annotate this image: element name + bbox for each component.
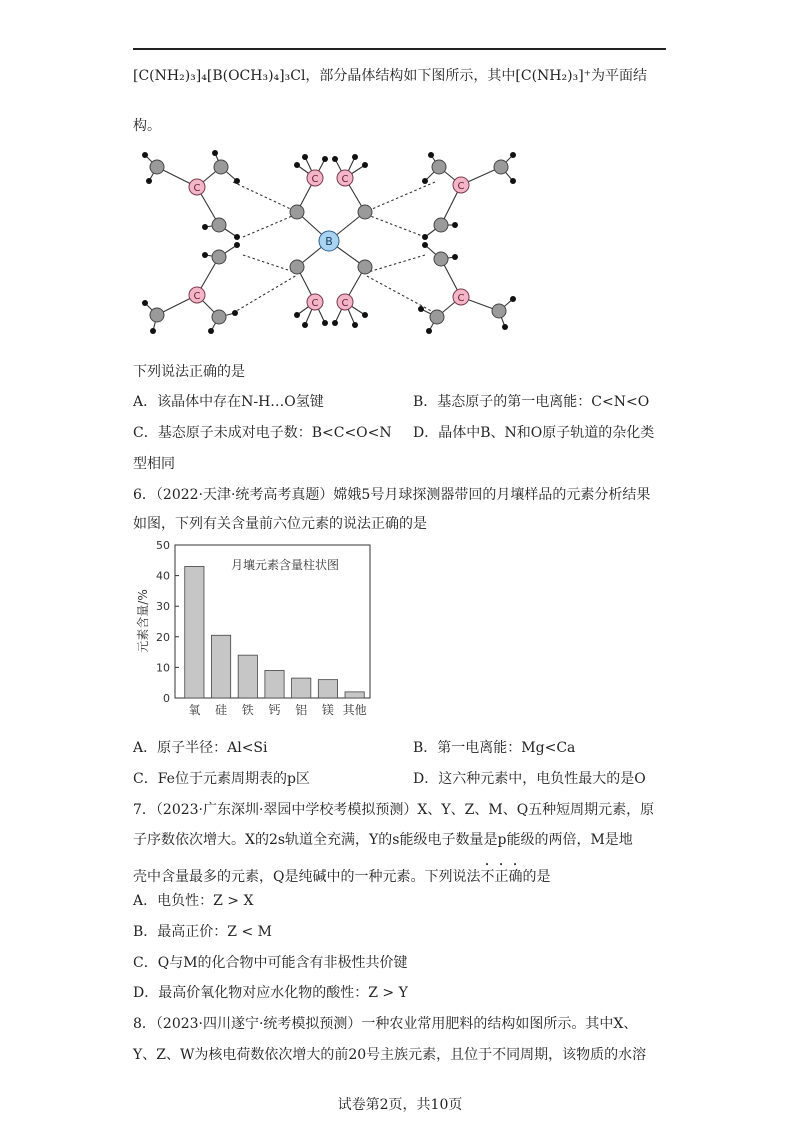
- intro-continuation: 构。: [133, 118, 161, 134]
- x-tick-label: 铝: [295, 703, 308, 717]
- q6-option-a: A．原子半径：Al<Si: [133, 740, 268, 756]
- intro-formula-line: [C(NH₂)₃]₄[B(OCH₃)₄]₃Cl，部分晶体结构如下图所示，其中[C(NH₂)₃]⁺为平面结: [133, 68, 648, 84]
- q6-option-d: D．这六种元素中，电负性最大的是O: [413, 771, 646, 787]
- y-tick-label: 10: [156, 661, 170, 675]
- q8-line1: 8．（2023·四川遂宁·统考模拟预测）一种农业常用肥料的结构如图所示。其中X、: [133, 1016, 638, 1032]
- q7-line3-part2: 的是: [522, 869, 551, 885]
- q7-emphasis-not-correct: 不正确: [480, 869, 523, 885]
- x-tick-label: 钙: [268, 703, 281, 717]
- carbon-label: C: [193, 291, 201, 302]
- q5-option-c: C．基态原子未成对电子数：B<C<O<N: [133, 425, 392, 441]
- bar-3: [238, 655, 257, 698]
- carbon-label: C: [341, 174, 349, 185]
- x-tick-label: 硅: [215, 703, 228, 717]
- element-content-bar-chart: [133, 535, 378, 725]
- x-tick-label: 镁: [321, 703, 334, 717]
- q6-line1: 6．（2022·天津·统考高考真题）嫦娥5号月球探测器带回的月壤样品的元素分析结果: [133, 487, 651, 503]
- y-tick-label: 50: [156, 539, 170, 552]
- bar-7: [345, 692, 364, 698]
- x-tick-label: 铁: [241, 703, 254, 717]
- q7-line3: [133, 861, 550, 887]
- q7-option-c: C．Q与M的化合物中可能含有非极性共价键: [133, 955, 408, 971]
- carbon-label: C: [311, 298, 319, 309]
- q7-line2: 子序数依次增大。X的2s轨道全充满，Y的s能级电子数量是p能级的两倍，M是地: [133, 832, 633, 848]
- carbon-label: C: [341, 298, 349, 309]
- x-tick-label: 氧: [188, 703, 201, 717]
- carbon-label: C: [457, 293, 465, 304]
- y-axis-label: 元素含量/%: [136, 589, 150, 653]
- q5-stem: 下列说法正确的是: [133, 364, 245, 380]
- bar-6: [318, 680, 337, 698]
- chart-title: 月壤元素含量柱状图: [230, 558, 340, 572]
- boron-label: B: [325, 235, 333, 248]
- x-tick-label: 其他: [342, 703, 367, 717]
- q8-line2: Y、Z、W为核电荷数依次增大的前20号主族元素，且位于不同周期，该物质的水溶: [133, 1047, 647, 1063]
- carbon-label: C: [457, 181, 465, 192]
- q5-option-d-cont: 型相同: [133, 456, 175, 472]
- carbon-label: C: [311, 174, 319, 185]
- q6-option-c: C．Fe位于元素周期表的p区: [133, 771, 310, 787]
- bar-4: [265, 670, 284, 698]
- q7-option-b: B．最高正价：Z < M: [133, 924, 272, 940]
- q7-option-a: A．电负性：Z > X: [133, 893, 254, 909]
- q6-line2: 如图，下列有关含量前六位元素的说法正确的是: [133, 516, 427, 532]
- y-tick-label: 40: [156, 569, 170, 583]
- bar-5: [292, 678, 311, 698]
- q5-option-a: A．该晶体中存在N-H…O氢键: [133, 394, 324, 410]
- q7-option-d: D．最高价氧化物对应水化物的酸性：Z > Y: [133, 985, 408, 1001]
- q5-option-d: D．晶体中B、N和O原子轨道的杂化类: [413, 425, 655, 441]
- top-rule: [133, 48, 666, 50]
- q7-line3-part1: 壳中含量最多的元素，Q是纯碱中的一种元素。下列说法: [133, 869, 481, 885]
- q5-option-b: B．基态原子的第一电离能：C<N<O: [413, 394, 650, 410]
- page-footer: 试卷第2页，共10页: [337, 1097, 463, 1113]
- bar-1: [185, 566, 204, 698]
- y-tick-label: 30: [156, 600, 170, 614]
- crystal-structure-figure: [135, 145, 535, 345]
- y-tick-label: 0: [163, 692, 170, 705]
- q6-option-b: B．第一电离能：Mg<Ca: [413, 740, 576, 756]
- carbon-label: C: [193, 183, 201, 194]
- q7-line1: 7．（2023·广东深圳·翠园中学校考模拟预测）X、Y、Z、M、Q五种短周期元素，原: [133, 802, 655, 818]
- bar-2: [211, 635, 230, 698]
- y-tick-label: 20: [156, 630, 170, 644]
